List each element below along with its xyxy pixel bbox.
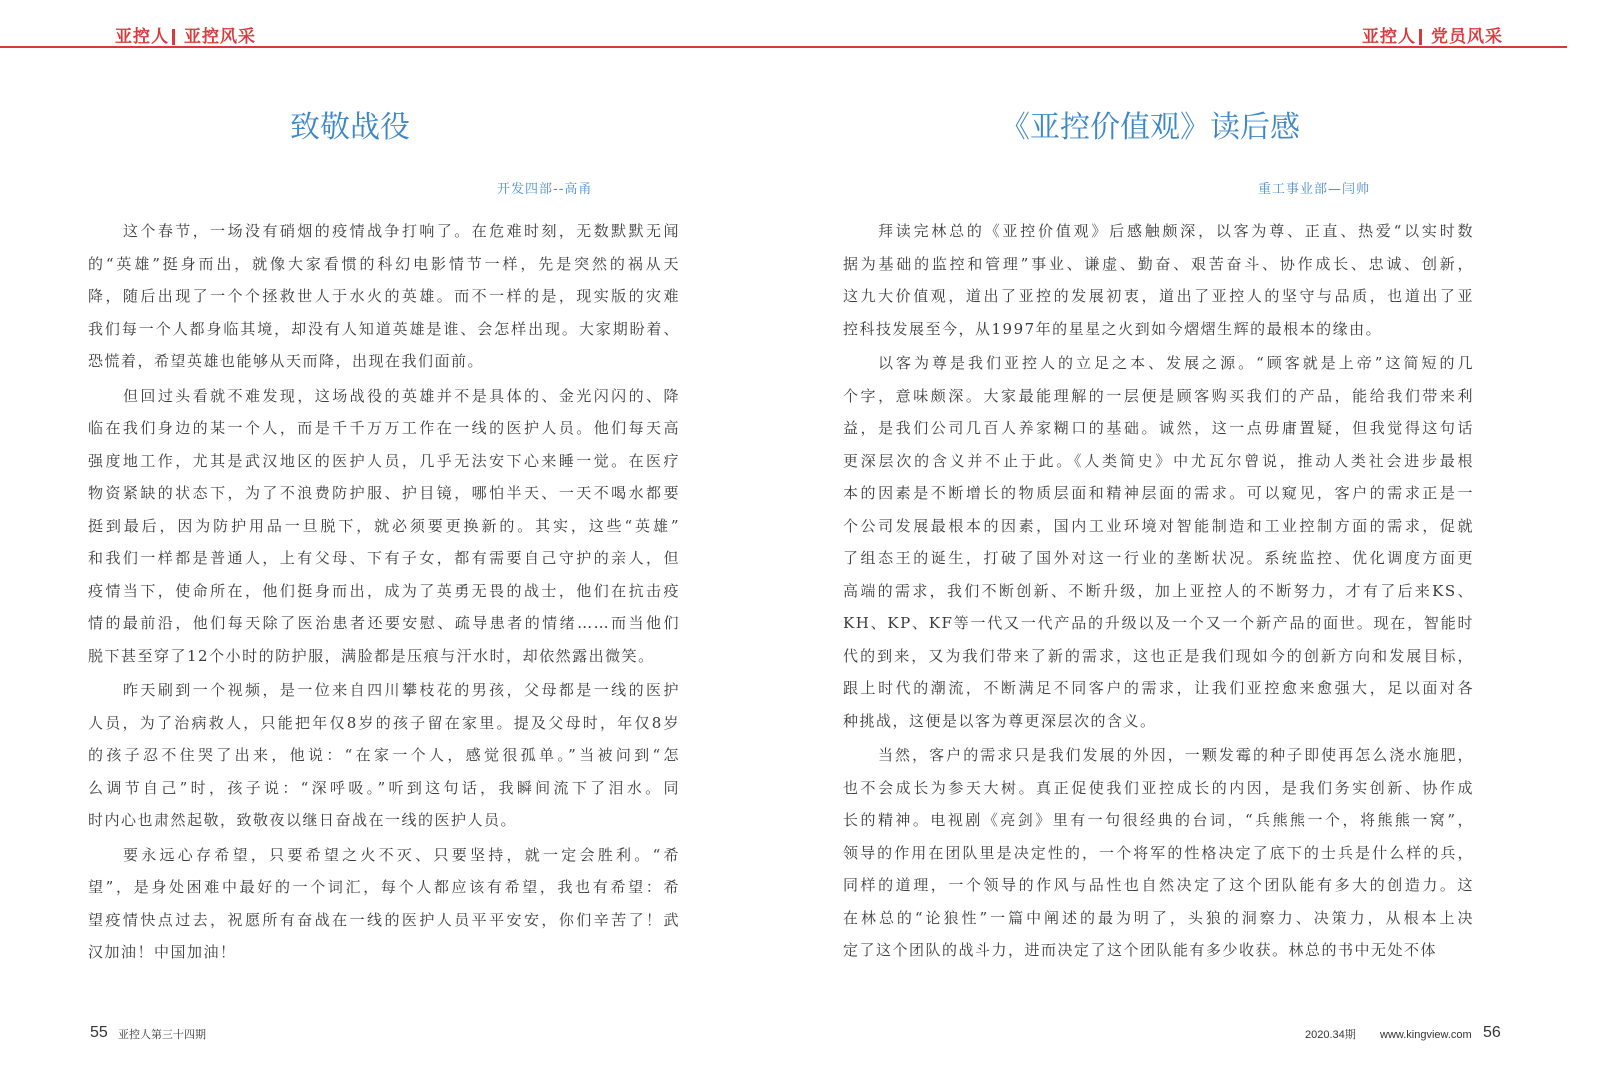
body-text-line: 汉加油！中国加油！ (88, 943, 237, 961)
paragraph (88, 380, 680, 673)
body-text-line: 恐慌着，希望英雄也能够从天而降，出现在我们面前。 (88, 352, 485, 370)
body-text-line: 个字，意味颇深。大家最能理解的一层便是顾客购买我们的产品，能给我们带来利 (843, 386, 1474, 405)
running-header-left (115, 27, 256, 47)
body-text-line: 要永远心存希望，只要希望之火不灭、只要坚持，就一定会胜利。“希 (123, 845, 680, 864)
issue-label: 2020.34期 (1305, 1029, 1356, 1041)
body-text-line: 望”，是身处困难中最好的一个词汇，每个人都应该有希望，我也有希望：希 (88, 878, 680, 896)
body-text-line: 情的最前沿，他们每天除了医治患者还要安慰、疏导患者的情绪……而当他们 (88, 614, 680, 632)
header-brand: 亚控人 (115, 27, 169, 47)
body-text-line: 人员，为了治病救人，只能把年仅8岁的孩子留在家里。提及父母时，年仅8岁 (88, 713, 680, 732)
body-text-line: 控科技发展至今，从1997年的星星之火到如今熠熠生辉的最根本的缘由。 (843, 319, 1383, 338)
header-divider (1419, 29, 1422, 45)
body-text-line: 降，随后出现了一个个拯救世人于水火的英雄。而不一样的是，现实版的灾难 (88, 287, 680, 305)
body-text-line: 在林总的“论狼性”一篇中阐述的最为明了，头狼的洞察力、决策力，从根本上决 (843, 908, 1474, 927)
paragraph (88, 674, 680, 837)
body-text-line: 代的到来，又为我们带来了新的需求，这也正是我们现如今的创新方向和发展目标， (843, 646, 1474, 665)
article-body (843, 215, 1474, 969)
body-text-line: 个公司发展最根本的因素，国内工业环境对智能制造和工业控制方面的需求，促就 (843, 516, 1474, 535)
body-text-line: 跟上时代的潮流，不断满足不同客户的需求，让我们亚控愈来愈强大，足以面对各 (843, 679, 1474, 697)
header-section: 亚控风采 (184, 27, 256, 47)
body-text-line: 定了这个团队的战斗力，进而决定了这个团队能有多少收获。林总的书中无处不体 (843, 941, 1438, 959)
body-text-line: 更深层次的含义并不止于此。《人类简史》中尤瓦尔曾说，推动人类社会进步最根 (843, 451, 1474, 470)
body-text-line: 当然，客户的需求只是我们发展的外因，一颗发霉的种子即使再怎么浇水施肥， (878, 746, 1474, 764)
body-text-line: 脱下甚至穿了12个小时的防护服，满脸都是压痕与汗水时，却依然露出微笑。 (88, 646, 655, 665)
website-link[interactable]: www.kingview.com (1380, 1029, 1472, 1041)
body-text-line: 也不会成长为参天大树。真正促使我们亚控成长的内因，是我们务实创新、协作成 (843, 778, 1474, 797)
body-text-line: 这个春节，一场没有硝烟的疫情战争打响了。在危难时刻，无数默默无闻 (123, 222, 680, 240)
paragraph (88, 215, 680, 378)
issue-label: 亚控人第三十四期 (118, 1029, 206, 1041)
body-text-line: 的“英雄”挺身而出，就像大家看惯的科幻电影情节一样，先是突然的祸从天 (88, 254, 680, 273)
body-text-line: 和我们一样都是普通人，上有父母、下有子女，都有需要自己守护的亲人，但 (88, 549, 680, 567)
body-text-line: 昨天刷到一个视频，是一位来自四川攀枝花的男孩，父母都是一线的医护 (123, 681, 680, 699)
header-brand: 亚控人 (1362, 27, 1416, 47)
paragraph (88, 839, 680, 969)
paragraph (843, 739, 1474, 967)
header-section: 党员风采 (1431, 27, 1503, 47)
article-author: 开发四部--高甬 (497, 182, 593, 197)
body-text-line: 拜读完林总的《亚控价值观》后感触颇深，以客为尊、正直、热爱“以实时数 (878, 222, 1474, 240)
body-text-line: 的孩子忍不住哭了出来，他说：“在家一个人，感觉很孤单。”当被问到“怎 (88, 746, 680, 764)
body-text-line: 同样的道理，一个领导的作风与品性也自然决定了这个团队能有多大的创造力。这 (843, 876, 1474, 894)
article-body (88, 215, 680, 971)
body-text-line: 临在我们身边的某一个人，而是千千万万工作在一线的医护人员。他们每天高 (88, 419, 680, 437)
body-text-line: 疫情当下，使命所在，他们挺身而出，成为了英勇无畏的战士，他们在抗击疫 (88, 581, 680, 600)
article-title: 《亚控价值观》读后感 (1000, 110, 1300, 145)
body-text-line: 我们每一个人都身临其境，却没有人知道英雄是谁、会怎样出现。大家期盼着、 (88, 319, 680, 338)
body-text-line: 么调节自己”时，孩子说：“深呼吸。”听到这句话，我瞬间流下了泪水。同 (88, 778, 680, 797)
paragraph (843, 215, 1474, 345)
body-text-line: 高端的需求，我们不断创新、不断升级，加上亚控人的不断努力，才有了后来KS、 (843, 581, 1474, 600)
body-text-line: 挺到最后，因为防护用品一旦脱下，就必须要更换新的。其实，这些“英雄” (88, 516, 680, 535)
running-header-right (1362, 27, 1503, 47)
body-text-line: 益，是我们公司几百人养家糊口的基础。诚然，这一点毋庸置疑，但我觉得这句话 (843, 419, 1474, 437)
article-author: 重工事业部—闫帅 (1258, 182, 1371, 197)
body-text-line: 据为基础的监控和管理”事业、谦虚、勤奋、艰苦奋斗、协作成长、忠诚、创新， (843, 254, 1474, 273)
body-text-line: 强度地工作，尤其是武汉地区的医护人员，几乎无法安下心来睡一觉。在医疗 (88, 451, 680, 470)
body-text-line: 领导的作用在团队里是决定性的，一个将军的性格决定了底下的士兵是什么样的兵， (843, 843, 1474, 862)
body-text-line: 种挑战，这便是以客为尊更深层次的含义。 (843, 711, 1157, 730)
body-text-line: 时内心也肃然起敬，致敬夜以继日奋战在一线的医护人员。 (88, 811, 518, 829)
body-text-line: 长的精神。电视剧《亮剑》里有一句很经典的台词，“兵熊熊一个，将熊熊一窝”， (843, 811, 1474, 829)
paragraph (843, 347, 1474, 737)
page-number: 55 (90, 1024, 108, 1041)
body-text-line: 但回过头看就不难发现，这场战役的英雄并不是具体的、金光闪闪的、降 (123, 386, 680, 405)
body-text-line: 这九大价值观，道出了亚控的发展初衷，道出了亚控人的坚守与品质，也道出了亚 (843, 287, 1474, 305)
article-title: 致敬战役 (290, 110, 410, 145)
header-divider (172, 29, 175, 45)
body-text-line: 本的因素是不断增长的物质层面和精神层面的需求。可以窥见，客户的需求正是一 (843, 484, 1474, 502)
body-text-line: 望疫情快点过去，祝愿所有奋战在一线的医护人员平平安安，你们辛苦了！武 (88, 910, 680, 929)
page-number: 56 (1483, 1024, 1501, 1041)
body-text-line: KH、KP、KF等一代又一代产品的升级以及一个又一个新产品的面世。现在，智能时 (843, 614, 1474, 632)
body-text-line: 物资紧缺的状态下，为了不浪费防护服、护目镜，哪怕半天、一天不喝水都要 (88, 484, 680, 502)
body-text-line: 以客为尊是我们亚控人的立足之本、发展之源。“顾客就是上帝”这简短的几 (878, 354, 1474, 372)
body-text-line: 了组态王的诞生，打破了国外对这一行业的垄断状况。系统监控、优化调度方面更 (843, 549, 1474, 567)
